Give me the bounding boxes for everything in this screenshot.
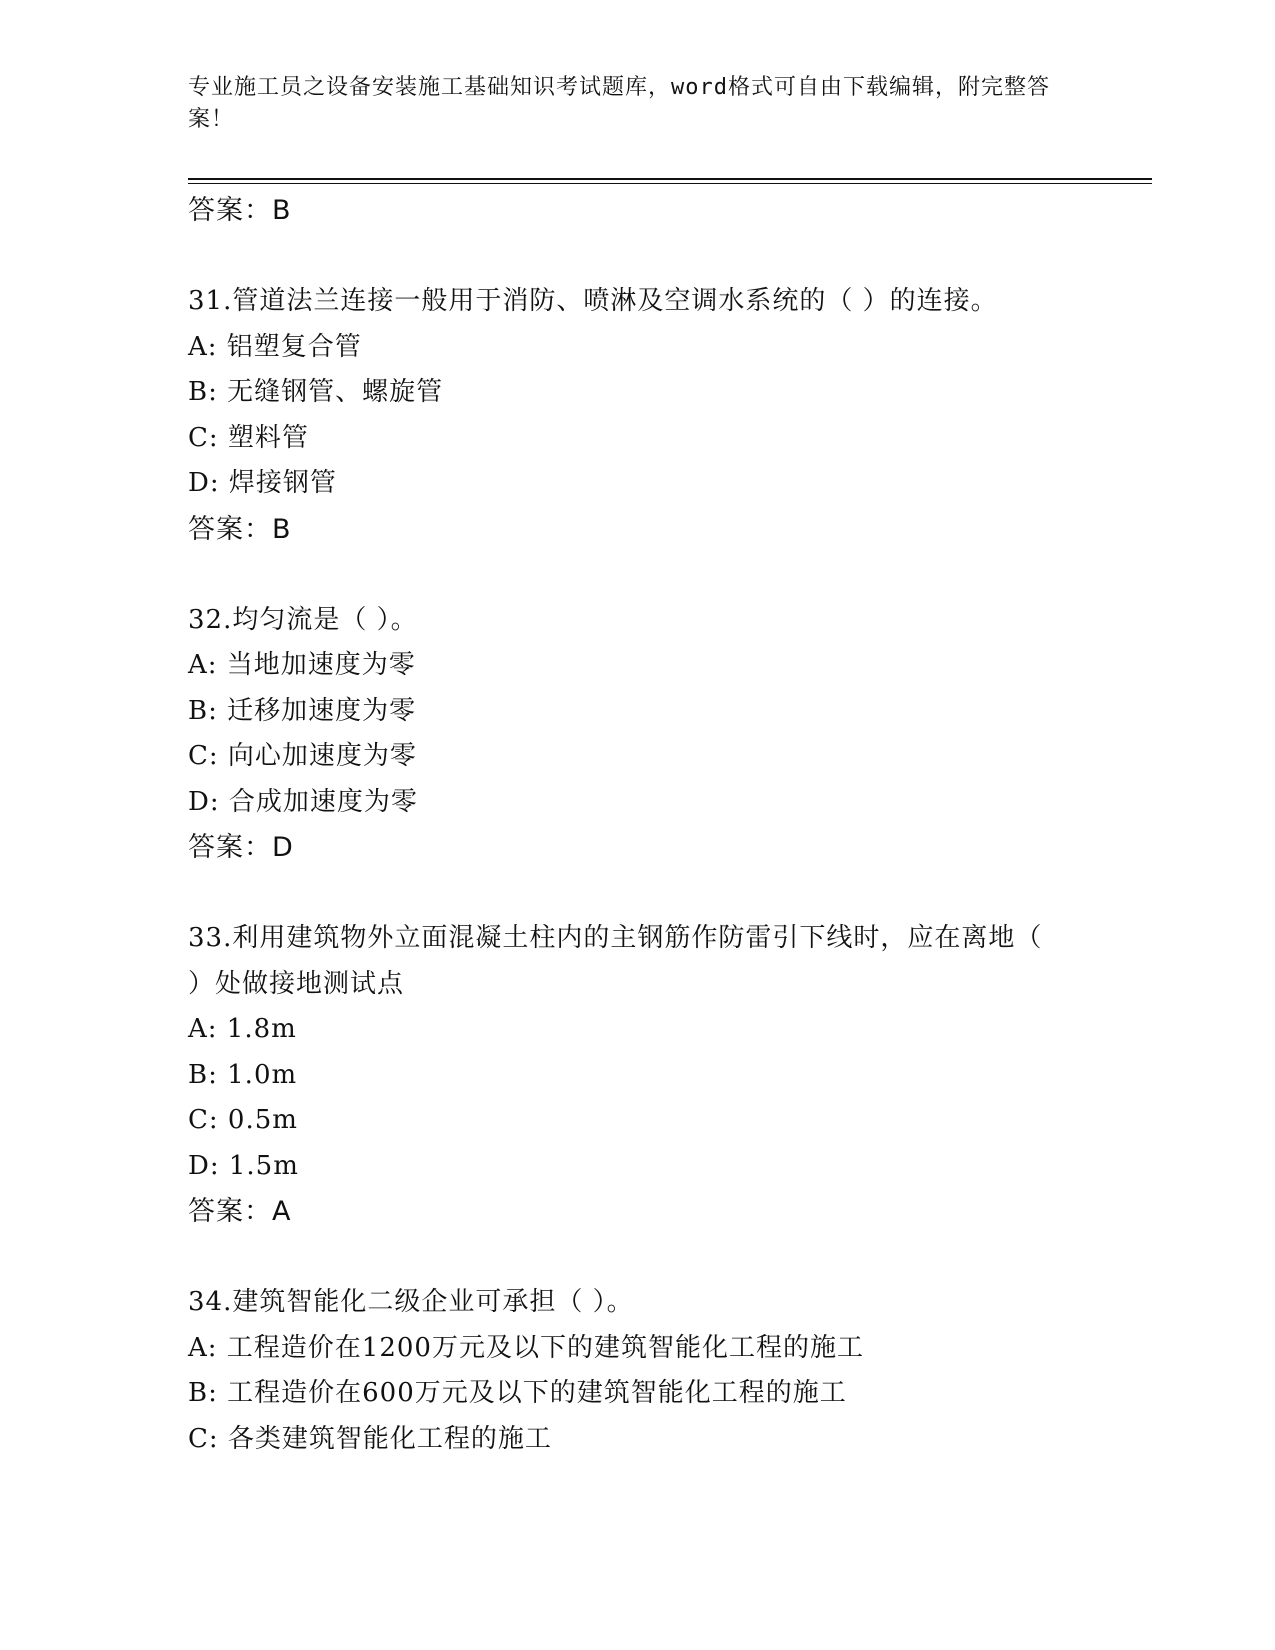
option-c: C: 各类建筑智能化工程的施工 xyxy=(188,1423,552,1454)
option-a: A: 铝塑复合管 xyxy=(188,331,362,362)
option-c: C: 0.5m xyxy=(188,1105,298,1135)
answer-line: 答案：B xyxy=(188,513,292,545)
option-d: D: 焊接钢管 xyxy=(188,468,337,498)
question-block xyxy=(188,1280,1152,1462)
option-d: D: 合成加速度为零 xyxy=(188,786,418,817)
spacer xyxy=(188,552,1152,598)
option-a: A: 当地加速度为零 xyxy=(188,650,416,680)
question-stem: 32.均匀流是（ ）。 xyxy=(188,604,418,635)
option-b: B: 工程造价在600万元及以下的建筑智能化工程的施工 xyxy=(188,1378,847,1408)
answer-line: 答案：A xyxy=(188,1196,292,1227)
question-block xyxy=(188,598,1152,871)
option-a: A: 1.8m xyxy=(188,1014,297,1044)
page-header: 专业施工员之设备安装施工基础知识考试题库，word格式可自由下载编辑，附完整答案！ xyxy=(188,75,1050,132)
answer-line: 答案：D xyxy=(188,832,294,863)
spacer xyxy=(188,1235,1152,1281)
question-stem: 34.建筑智能化二级企业可承担（ ）。 xyxy=(188,1287,634,1317)
option-b: B: 无缝钢管、螺旋管 xyxy=(188,377,444,407)
option-b: B: 迁移加速度为零 xyxy=(188,695,417,726)
question-stem: 33.利用建筑物外立面混凝土柱内的主钢筋作防雷引下线时，应在离地（ ）处做接地测试点 xyxy=(188,923,1043,999)
option-d: D: 1.5m xyxy=(188,1150,299,1181)
question-list xyxy=(188,188,1152,1462)
option-c: C: 向心加速度为零 xyxy=(188,741,417,771)
spacer xyxy=(188,871,1152,917)
answer-line: 答案：B xyxy=(188,195,292,226)
spacer xyxy=(188,234,1152,280)
question-block xyxy=(188,916,1152,1235)
option-b: B: 1.0m xyxy=(188,1059,298,1090)
option-a: A: 工程造价在1200万元及以下的建筑智能化工程的施工 xyxy=(188,1332,864,1363)
option-c: C: 塑料管 xyxy=(188,422,309,453)
header-divider-thick xyxy=(188,178,1152,180)
header-divider-thin xyxy=(188,183,1152,184)
question-stem: 31.管道法兰连接一般用于消防、喷淋及空调水系统的（ ）的连接。 xyxy=(188,286,998,316)
question-block xyxy=(188,279,1152,552)
